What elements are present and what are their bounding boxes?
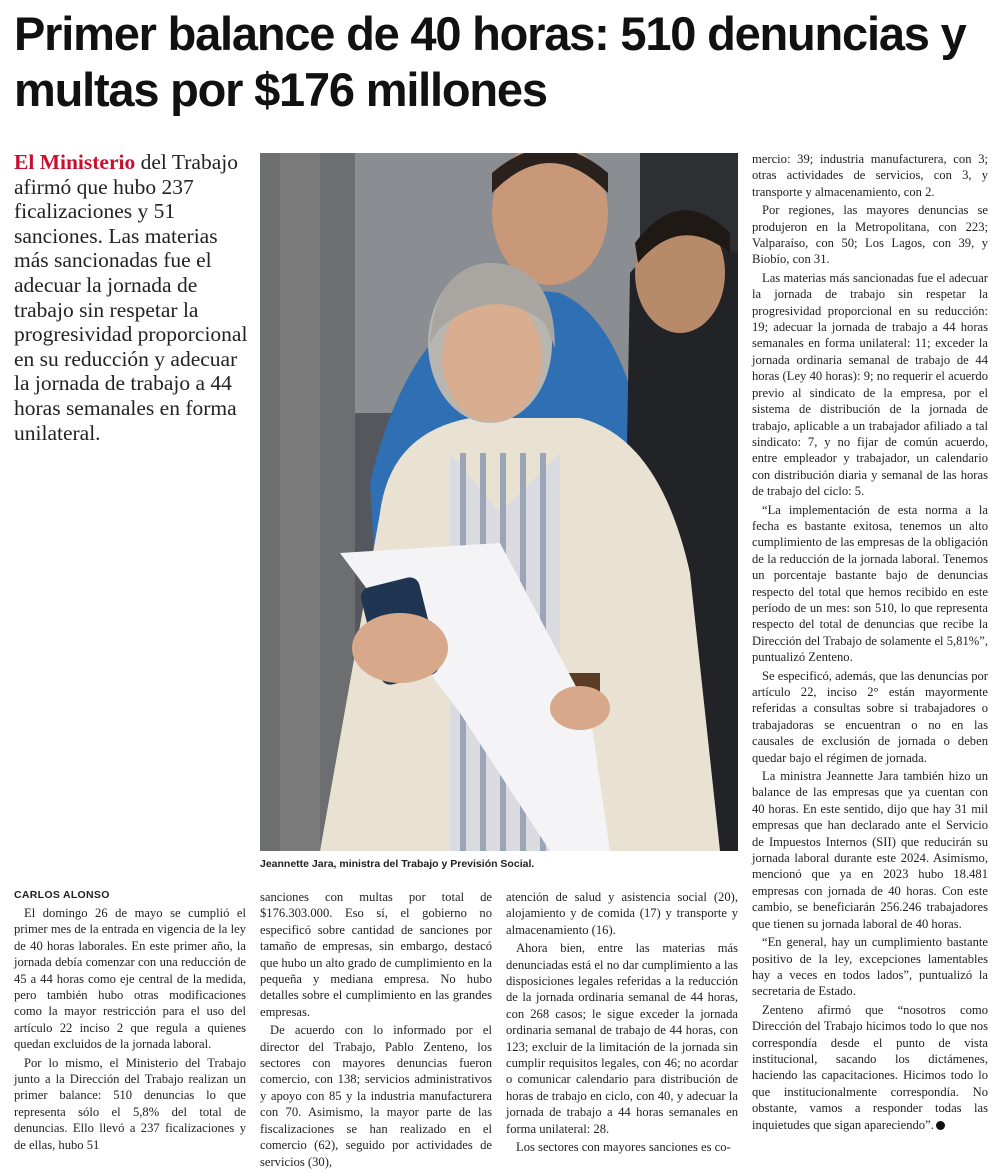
body-column-1 [14, 905, 246, 1155]
paragraph: “En general, hay un cumplimiento bastante positivo de la ley, excepciones lamentables hay a veces en todos lados”, puntualizó la secretaria de Estado. [752, 935, 988, 999]
body-column-3 [506, 889, 738, 1158]
paragraph: De acuerdo con lo informado por el director del Trabajo, Pablo Zenteno, los sectores con mayores denuncias fueron comercio, con 138; servicios administrativos y apoyo con 85 y la industria manufacturera con 70. Asimismo, la mayor parte de las fiscalizaciones se han realizado en el comercio (62), seguido por actividades de servicios (30), [260, 1023, 492, 1169]
end-mark-icon [936, 1121, 945, 1130]
paragraph: “La implementación de esta norma a la fecha es bastante exitosa, tenemos un alto cumplimiento de las empresas de la obligación de la reducción de la jornada laboral. Tenemos un porcentaje bastante bajo de denuncias respecto del total que hemos recibido en este período de un mes: son 510, lo que representa respecto del total de denuncias que recibe la Dirección del Trabajo de solamente el 5,81%”, puntualizó Zenteno. [752, 502, 988, 665]
paragraph: atención de salud y asistencia social (20), alojamiento y de comida (17) y transporte y almacenamiento (16). [506, 890, 738, 937]
lede [14, 150, 249, 445]
paragraph: Las materias más sancionadas fue el adecuar la jornada de trabajo sin respetar la progresividad proporcional en su reducción: 19; adecuar la jornada de trabajo a 44 horas semanales en forma unilateral: 11; exceder la jornada ordinaria semanal de trabajo de 44 horas (Ley 40 horas): 9; no requerir el acuerdo previo al sindicato de la empresa, por el sistema de distribución de la jornada de trabajo, aplicable a un trabajador afiliado a tal sindicato: 7, y no fijar de común acuerdo, entre empleador y trabajador, un calendario con distribución diaria y semanal de las horas de trabajo del ciclo: 5. [752, 270, 988, 499]
paragraph-last-text: Zenteno afirmó que “nosotros como Dirección del Trabajo hicimos todo lo que nos correspondía desde el punto de vista institucional, sacando los dictámenes, haciendo las capacitaciones. Hicimos todo lo que institucionalmente correspondía. No obstante, vamos a responder todas las inquietudes que sigan apareciendo”. [752, 1002, 988, 1132]
photo-illustration [260, 153, 738, 851]
headline: Primer balance de 40 horas: 510 denuncias y multas por $176 millones [14, 7, 966, 116]
paragraph: El domingo 26 de mayo se cumplió el primer mes de la entrada en vigencia de la ley de 40 horas laborales. En este primer año, la jornada debía comenzar con una reducción de 45 a 44 horas como eje central de la medida, pero también hubo otras modificaciones como la mayor restricción para el uso del artículo 22 inciso 2 que regula a quienes quedan excluidos de la jornada laboral. [14, 906, 246, 1052]
body-column-2 [260, 889, 492, 1172]
paragraph: mercio: 39; industria manufacturera, con 3; otras actividades de servicios, con 3, y transporte y almacenamiento, con 2. [752, 152, 988, 199]
paragraph-last [752, 1002, 988, 1133]
lede-kicker: El Ministerio [14, 150, 136, 174]
photo-caption: Jeannette Jara, ministra del Trabajo y Previsión Social. [260, 858, 535, 870]
paragraph: Se especificó, además, que las denuncias por artículo 22, inciso 2° están mayormente referidas a consultas sobre si trabajadores o trabajadoras se encuentran o no en las causales de exclusión de jornada o deben quedar bajo el régimen de jornada. [752, 668, 988, 765]
news-photo [260, 153, 738, 851]
paragraph: Por lo mismo, el Ministerio del Trabajo junto a la Dirección del Trabajo realizan un primer balance: 510 denuncias lo que representa sólo el 5,8% del total de denuncias. Ello llevó a 237 ficalizaciones y de ellas, hubo 51 [14, 1055, 246, 1152]
body-column-4 [752, 151, 988, 1135]
paragraph: La ministra Jeannette Jara también hizo un balance de las empresas que ya cuentan con 40 horas. En este sentido, dijo que hay 31 mil empresas que han declarado ante el Servicio de Impuestos Internos (SII) que reducirán su jornada laboral durante este 2024. Asimismo, mencionó que ya en 2023 hubo 18.481 empresas con jornada de 40 horas. Con este cambio, se beneficiarán 256.246 trabajadores que tienen su jornada laboral de 40 horas. [752, 769, 988, 931]
paragraph: Los sectores con mayores sanciones es co- [516, 1140, 731, 1155]
paragraph: Ahora bien, entre las materias más denunciadas está el no dar cumplimiento a las disposiciones legales referidas a la reducción de la jornada ordinaria semanal de 44 horas, con 268 casos; le sigue exceder la jornada ordinaria semanal de trabajo de 44 horas, con 123; excluir de la limitación de la jornada sin cumplir requisitos legales, con 46; no acordar o comunicar calendario para distribución de horas de trabajo en ciclo, con 40, y adecuar la jornada de trabajo a 44 horas semanales en forma unilateral: 28. [506, 941, 738, 1136]
byline: CARLOS ALONSO [14, 889, 110, 901]
paragraph: sanciones con multas por total de $176.303.000. Eso sí, el gobierno no especificó sobre cantidad de sanciones por tamaño de empresas, sin embargo, destacó que hubo un alto grado de cumplimiento en la pequeña y mediana empresa. No hubo detalles sobre el cumplimiento en las grandes empresas. [260, 890, 492, 1019]
paragraph: Por regiones, las mayores denuncias se produjeron en la Metropolitana, con 223; Valparaíso, con 50; Los Lagos, con 39, y Biobío, con 31. [752, 203, 988, 267]
lede-text: del Trabajo afirmó que hubo 237 ficalizaciones y 51 sanciones. Las materias más sancionadas fue el adecuar la jornada de trabajo sin respetar la progresividad proporcional en su reducción y adecuar la jornada de trabajo a 44 horas semanales en forma unilateral. [14, 150, 248, 445]
